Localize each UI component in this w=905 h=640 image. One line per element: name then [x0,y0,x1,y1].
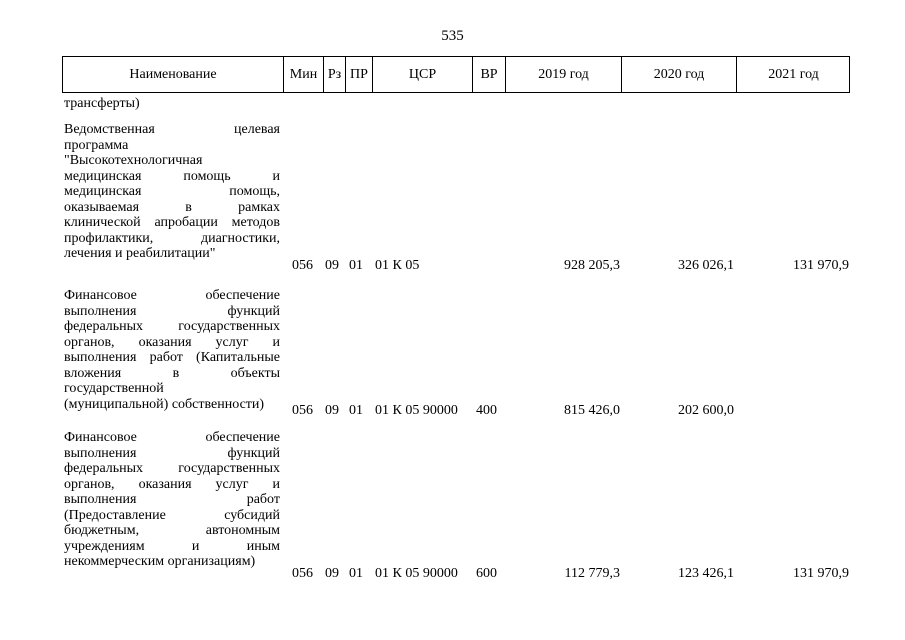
name-line: оказываемая в рамках [64,199,280,215]
cell-pr: 01 [349,566,363,581]
cell-pr: 01 [349,258,363,273]
name-line: государственной [64,381,164,396]
cell-2020: 326 026,1 [678,258,734,273]
name-line: Финансовое обеспечение [64,288,280,303]
name-line: лечения и реабилитации" [64,246,216,261]
cell-2020: 123 426,1 [678,566,734,581]
cell-pr: 01 [349,403,363,418]
name-line: вложения в объекты [64,365,280,381]
cell-min: 056 [292,258,313,273]
column-header-rz: Рз [323,57,345,92]
name-line: "Высокотехнологичная [64,153,203,168]
cell-2019: 815 426,0 [564,403,620,418]
cell-rz: 09 [325,403,339,418]
table-header [62,56,850,93]
name-line: органов, оказания услуг и [64,334,280,350]
cell-vr: 600 [476,566,497,581]
cell-2021: 131 970,9 [793,566,849,581]
name-line: (Предоставление субсидий [64,507,280,523]
cell-2019: 112 779,3 [564,566,620,581]
column-header-2019: 2019 год [505,57,621,92]
cell-rz: 09 [325,566,339,581]
cell-csr: 01 К 05 [375,258,420,273]
table-row-name [64,430,280,570]
cell-2021: 131 970,9 [793,258,849,273]
name-line: клинической апробации методов [64,215,280,230]
name-line: Финансовое обеспечение [64,430,280,445]
cell-2019: 928 205,3 [564,258,620,273]
cell-csr: 01 К 05 90000 [375,566,458,581]
cell-vr: 400 [476,403,497,418]
name-line: учреждениям и иным [64,538,280,554]
column-header-vr: ВР [472,57,505,92]
column-header-name: Наименование [129,67,217,82]
name-line: (муниципальной) собственности) [64,396,265,412]
name-line: выполнения функций [64,445,280,461]
name-line: выполнения работ [64,492,280,507]
table-row-name [64,122,280,262]
column-header-2021: 2021 год [736,57,850,92]
column-header-min: Мин [283,57,323,92]
name-line: бюджетным, автономным [64,523,280,538]
name-line: Ведомственная целевая [64,122,280,137]
table-row-name [64,96,280,112]
column-header-pr: ПР [345,57,372,92]
name-line: медицинская помощь и [64,168,280,184]
column-header-csr: ЦСР [372,57,472,92]
name-line: федеральных государственных [64,319,280,334]
cell-min: 056 [292,566,313,581]
name-line: органов, оказания услуг и [64,476,280,492]
cell-csr: 01 К 05 90000 [375,403,458,418]
name-line: выполнения работ (Капитальные [64,350,280,365]
table-row-name [64,288,280,412]
page-number: 535 [441,28,464,44]
name-line: некоммерческим организациям) [64,554,256,569]
name-line: профилактики, диагностики, [64,230,280,246]
name-line: федеральных государственных [64,461,280,476]
name-line: выполнения функций [64,303,280,319]
name-line: медицинская помощь, [64,184,280,199]
name-line: программа [64,137,129,153]
cell-rz: 09 [325,258,339,273]
cell-2020: 202 600,0 [678,403,734,418]
name-line: трансферты) [64,96,140,111]
cell-min: 056 [292,403,313,418]
column-header-2020: 2020 год [621,57,736,92]
